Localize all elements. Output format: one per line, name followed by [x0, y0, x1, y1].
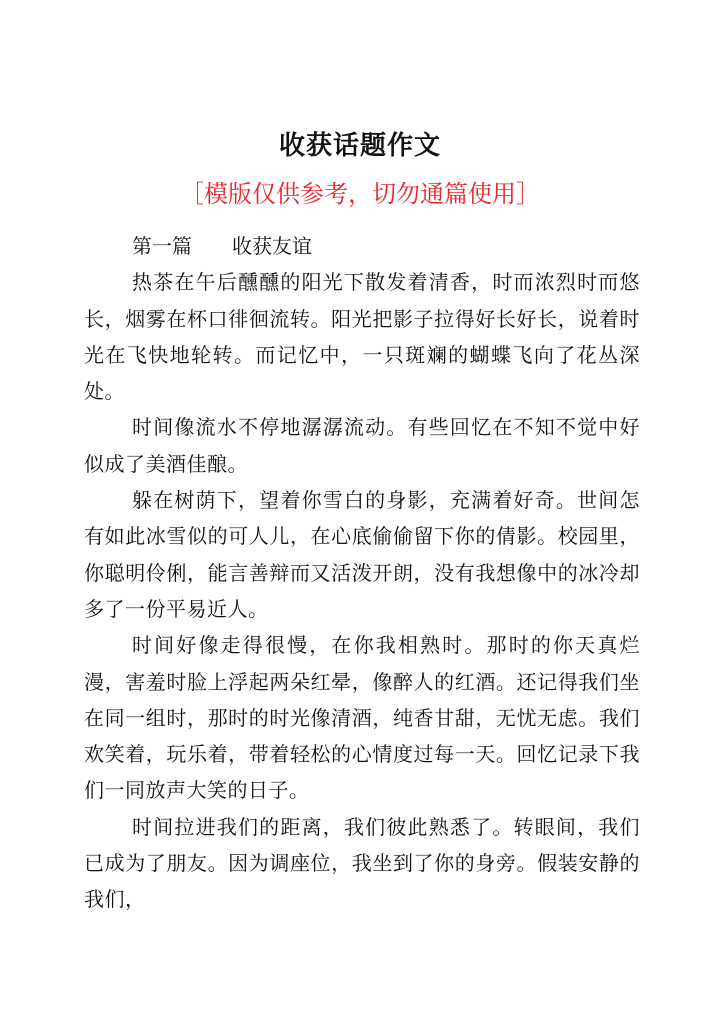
paragraph: 躲在树荫下，望着你雪白的身影，充满着好奇。世间怎有如此冰雪似的可人儿，在心底偷偷留下你的倩影。校园里，你聪明伶俐，能言善辩而又活泼开朗，没有我想像中的冰冷却多了一份平易近人。 [84, 488, 640, 621]
paragraph: 时间像流水不停地潺潺流动。有些回忆在不知不觉中好似成了美酒佳酿。 [84, 415, 640, 476]
document-title: 收获话题作文 [278, 131, 441, 161]
paragraph: 时间拉进我们的距离，我们彼此熟悉了。转眼间，我们已成为了朋友。因为调座位，我坐到了你的身旁。假装安静的我们， [84, 814, 640, 912]
paragraph: 热茶在午后醺醺的阳光下散发着清香，时而浓烈时而悠长，烟雾在杯口徘徊流转。阳光把影子拉得好长好长，说着时光在飞快地轮转。而记忆中，一只斑斓的蝴蝶飞向了花丛深处。 [84, 270, 640, 404]
section-heading: 第一篇 收获友谊 [132, 234, 312, 258]
document-subtitle: ［模版仅供参考，切勿通篇使用］ [180, 180, 540, 208]
document-body [84, 228, 640, 918]
paragraph: 时间好像走得很慢，在你我相熟时。那时的你天真烂漫，害羞时脸上浮起两朵红晕，像醉人的红酒。还记得我们坐在同一组时，那时的时光像清酒，纯香甘甜，无忧无虑。我们欢笑着，玩乐着，带着轻松的心情度过每一天。回忆记录下我们一同放声大笑的日子。 [84, 633, 640, 803]
